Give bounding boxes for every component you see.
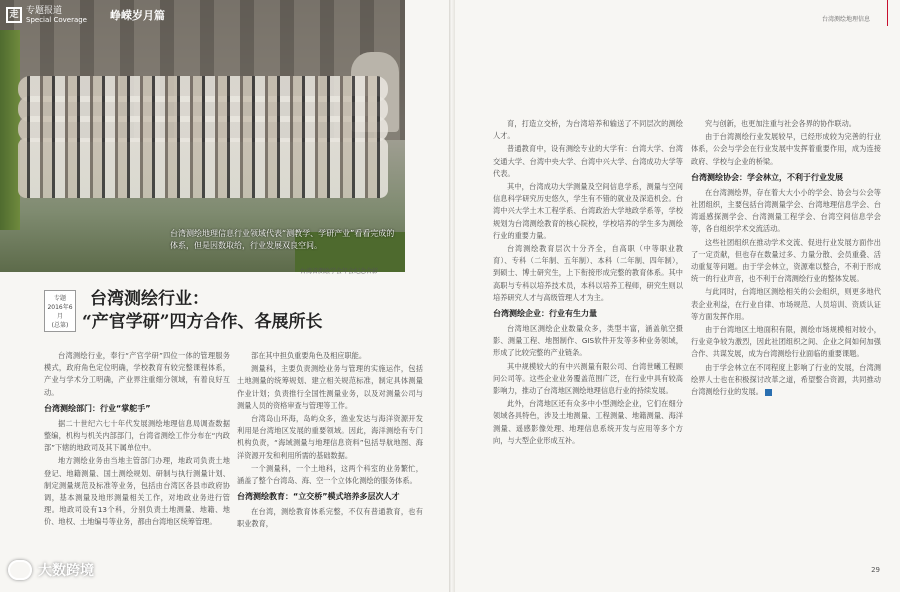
red-rule [887,0,888,26]
paragraph: 据二十世纪六七十年代发展测绘地理信息局调查数据整编，机构与机关内部部门，台湾省测绘工作分布在“内政部”下辖的地政司及其下属单位中。 [44,418,230,453]
paragraph: 其中，台湾成功大学测量及空间信息学系，测量与空间信息科学研究历史悠久，学生有不错的就业及深造机会。台湾中兴大学土木工程学系、台湾政治大学地政学系等，学校规划为台湾测绘教育的核心院校，学校培养的学生多为测绘行业的重要力量。 [493,182,683,240]
section-subhead: 台湾测绘教育：“立交桥”模式培养多层次人才 [237,492,400,502]
paragraph: 台湾岛山环海，岛屿众多，渔业发达与海洋资源开发利用是台湾地区发展的重要领域。因此，海洋测绘有专门机构负责，“海域测量与地理信息资料”包括导航地图、海洋资源开发和利用所需的基础数据。 [237,414,423,460]
paragraph: 台湾测绘教育层次十分齐全，自高职（中等职业教育）、专科（二年制、五年制）、本科（二年制、四年制），到硕士、博士研究生，上下衔接形成完整的教育体系。其中高职与专科以培养技术员，本科以培养工程师，研究生则以培养研究人才与高级管理人才为主。 [493,244,683,302]
left-column-1 [44,350,230,582]
paragraph: 地方测绘业务由当地主管部门办理，地政司负责土地登记、地籍测量、国土测绘规划、研制与执行测量计划、制定测量规范及标准等业务，包括由台湾区各县市政府协调，基本测量及地形测量相关工作，对地政业务进行管理。地政司设有13个科，分别负责土地测量、地籍、地价、地权、土地编号等业务，都由台湾地区统筹管理。 [44,456,230,527]
issue-box [44,290,76,332]
paragraph: 在台湾测绘界，存在着大大小小的学会、协会与公会等社团组织，主要包括台湾测量学会、台湾地理信息学会、台湾遥感探测学会、台湾测量工程学会、台湾空间信息学会等，各自组织学术交流活动。 [691,187,881,234]
issue-line: (总第) [51,322,69,329]
paragraph: 与此同时，台湾地区测绘相关的公会组织，则更多地代表企业利益，在行业自律、市场规范、人员培训、资质认证等方面发挥作用。 [691,287,881,321]
group-photo [0,0,405,272]
paragraph: 台湾地区测绘企业数量众多，类型丰富，涵盖航空摄影、测量工程、地图制作、GIS软件开发等多种业务领域，形成了比较完整的产业链条。 [493,324,683,358]
section-title: 峥嵘岁月篇 [110,9,165,22]
paragraph: 由于台湾地区土地面积有限，测绘市场规模相对较小，行业竞争较为激烈，因此社团组织之间、企业之间如何加强合作、共谋发展，成为台湾测绘行业面临的重要课题。 [691,325,881,359]
paragraph: 此外，台湾地区还有众多中小型测绘企业，它们在细分领域各具特色，涉及土地测量、工程测量、地籍测量、海洋测量、遥感影像处理、地理信息系统开发与应用等多个方向，与大型企业形成互补。 [493,399,683,445]
paragraph: 究与创新，也更加注重与社会各界的协作联动。 [705,119,856,128]
paragraph: 育，打造立交桥，为台湾培养和输送了不同层次的测绘人才。 [493,119,683,141]
headline-line2: “产官学研”四方合作、各展所长 [82,312,323,332]
running-head: 台湾测绘地理信息 [821,16,870,23]
issue-line: 2016年6月 [47,304,73,320]
section-subhead: 台湾测绘部门：行业“掌舵手” [44,403,151,413]
left-page [0,0,449,592]
left-column-2 [237,350,423,582]
paragraph: 在台湾，测绘教育体系完整，不仅有普通教育，也有职业教育， [237,507,423,529]
photo-caption: 台湾测绘地理信息行业领域代表“测教学、学研产业”看看完成的体系，但是因数取给，行业发展双良空间。 [170,229,395,250]
section-badge: 走 [6,7,22,23]
paragraph: 测量科，主要负责测绘业务与管理的实施运作，包括土地测量的统筹规划、建立相关规范标准，制定具体测量作业计划；负责推行全国性测量业务，以及对测量公司与测量人员的资格审查与管理等工作。 [237,364,423,410]
right-column-1 [493,118,683,558]
headline-line1: 台湾测绘行业： [90,289,209,309]
paragraph: 一个测量科，一个土地科，这两个科室的业务繁忙，涵盖了整个台湾岛、海、空一个立体化测绘的服务体系。 [237,463,423,486]
section-subhead: 台湾测绘协会：学会林立，不利于行业发展 [691,172,843,182]
crowd-row [18,138,388,198]
section-en: Special Coverage [26,16,87,24]
paragraph: 普通教育中，设有测绘专业的大学有：台湾大学、台湾交通大学、台湾中央大学、台湾中兴大学、台湾成功大学等代表。 [493,144,683,178]
article-headline [82,288,430,334]
paragraph: 台湾测绘行业，奉行“产官学研”四位一体的管理服务模式，政府角色定位明确，学校教育有较完整课程体系，产业与学术分工明确，产业界注重细分领域，有着良好互动。 [44,351,230,397]
photo-credit: 台湾省测绘学会年会纪念合影 [300,268,379,275]
paragraph: 其中规模较大的有中兴测量有限公司、台湾世曦工程顾问公司等。这些企业业务覆盖范围广泛，在行业中具有较高影响力，推动了台湾地区测绘地理信息行业的持续发展。 [493,361,683,396]
paragraph: 部在其中担负重要角色及相应职能。 [251,351,367,360]
plant-left [0,30,20,230]
section-cn: 专题报道 [26,6,63,16]
end-mark-icon [765,389,772,396]
page-number: 29 [871,566,880,574]
watermark-text: 大数跨境 [38,563,94,579]
watermark [8,560,94,580]
paragraph: 由于台湾测绘行业发展较早，已经形成较为完善的行业体系，公会与学会在行业发展中发挥着重要作用，成为连接政府、学校与企业的桥梁。 [691,132,881,166]
section-subhead: 台湾测绘企业：行业有生力量 [493,309,597,319]
right-column-2 [691,118,881,558]
watermark-logo-icon [8,560,32,580]
paragraph: 由于学会林立在不同程度上影响了行业的发展，台湾测绘界人士也在积极探讨改革之道，希望整合资源，共同推动台湾测绘行业的发展。 [691,362,881,397]
issue-line: 专题 [53,295,66,302]
section-tag [6,6,87,24]
paragraph: 这些社团组织在推动学术交流、促进行业发展方面作出了一定贡献，但也存在数量过多、力量分散、会员重叠、活动重复等问题。由于学会林立，资源难以整合，不利于形成统一的行业声音，也不利于台湾测绘行业的整体发展。 [691,237,881,284]
right-page [455,0,900,592]
